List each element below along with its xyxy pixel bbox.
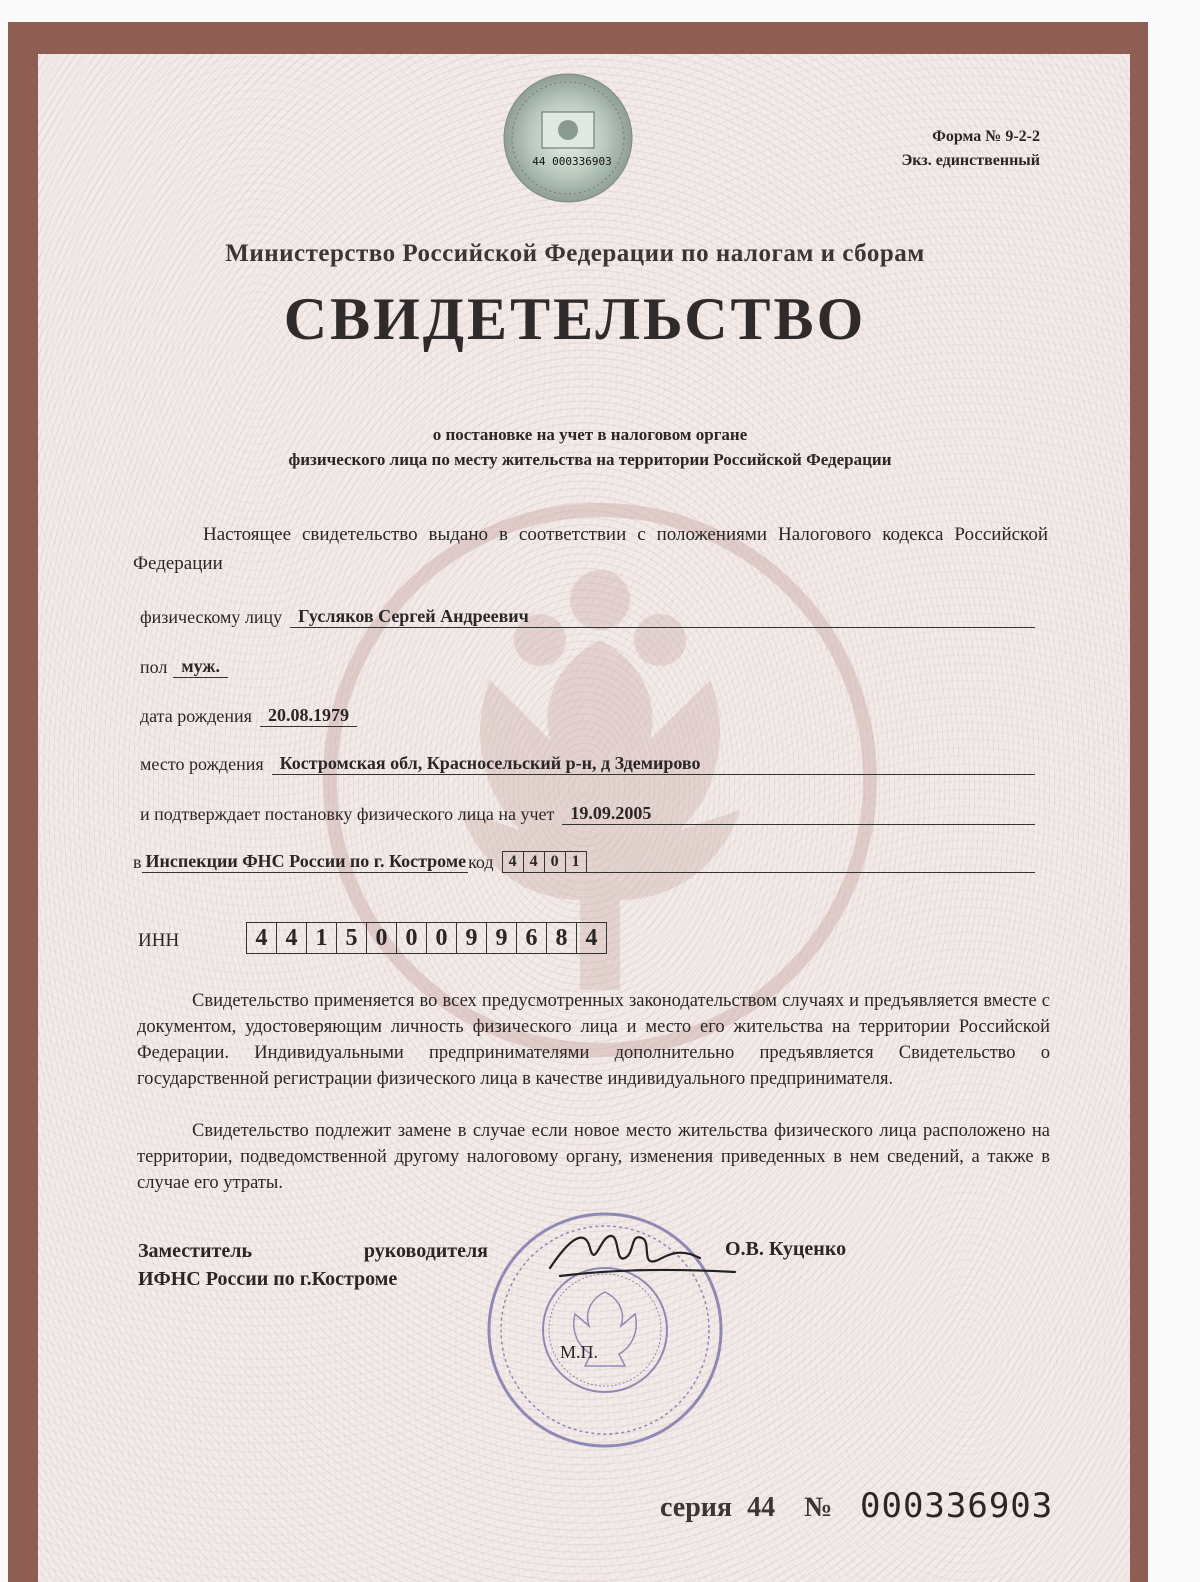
signer-position-line-1	[138, 1240, 488, 1263]
inn-digit: 4	[277, 923, 307, 953]
series-label: серия	[660, 1492, 733, 1523]
field-sex-value: муж.	[173, 656, 228, 678]
inn-boxes	[246, 922, 607, 954]
field-person-value: Гусляков Сергей Андреевич	[290, 606, 537, 628]
ministry-heading: Министерство Российской Федерации по налогам и сборам	[225, 240, 925, 267]
field-person-line	[537, 627, 1035, 628]
series-value: 44	[747, 1492, 776, 1523]
field-inspection-prefix: в	[133, 852, 142, 872]
series-line	[660, 1492, 832, 1524]
copy-note: Экз. единственный	[901, 152, 1040, 169]
document-title: СВИДЕТЕЛЬСТВО	[283, 286, 867, 352]
field-birth-place	[140, 745, 1035, 775]
inn-label: ИНН	[138, 930, 180, 951]
code-digit: 1	[571, 853, 580, 870]
subtitle-line-2: физического лица по месту жительства на территории Российской Федерации	[288, 450, 892, 469]
field-inspection-code-label: код	[468, 852, 494, 872]
inn-digit: 8	[547, 923, 577, 953]
signature-icon	[540, 1218, 740, 1288]
field-sex	[140, 648, 228, 678]
usage-paragraph: Свидетельство применяется во всех предусмотренных законодательством случаях и предъявляется вместе с документом, удостоверяющим личность физического лица и место его жительства на территории Российской Федерации. Индивидуальными предпринимателями дополнительно предъявляется Свидетельство о государственной регистрации физического лица в качестве индивидуального предпринимателя.	[137, 991, 1050, 1089]
inn-digit: 1	[307, 923, 337, 953]
inn-digit: 0	[367, 923, 397, 953]
field-inspection	[133, 843, 1035, 873]
stamp-place-label: М.П.	[560, 1342, 599, 1362]
inn-digit: 9	[457, 923, 487, 953]
field-sex-label: пол	[140, 657, 168, 677]
field-person-label: физическому лицу	[140, 607, 283, 627]
field-inspection-line	[587, 872, 1035, 873]
inn-digit: 4	[585, 925, 598, 951]
inn-digit: 0	[397, 923, 427, 953]
field-registration-label: и подтверждает постановку физического лица на учет	[140, 804, 555, 824]
number-sign: №	[804, 1492, 833, 1523]
field-birth-date-label: дата рождения	[140, 706, 252, 726]
field-inspection-value: Инспекции ФНС России по г. Костроме	[142, 851, 469, 873]
form-number: Форма № 9-2-2	[932, 128, 1040, 145]
inn-digit: 6	[517, 923, 547, 953]
hologram-icon	[502, 72, 634, 204]
inn-digit: 0	[427, 923, 457, 953]
inspection-code-boxes	[502, 851, 587, 873]
code-digit: 4	[503, 852, 524, 872]
code-digit: 4	[524, 852, 545, 872]
serial-number: 000336903	[860, 1486, 1054, 1526]
subtitle-line-1: о постановке на учет в налоговом органе	[432, 425, 748, 444]
field-birth-place-label: место рождения	[140, 754, 264, 774]
replacement-paragraph: Свидетельство подлежит замене в случае если новое место жительства физического лица расположено на территории, подведомственной другому налоговому органу, изменения приведенных в нем сведений, а также в случае его утраты.	[137, 1121, 1050, 1193]
field-birth-place-line	[709, 774, 1035, 775]
inn-digit: 9	[487, 923, 517, 953]
inn-digit: 5	[337, 923, 367, 953]
signer-position-word-2: руководителя	[363, 1240, 488, 1262]
field-birth-date-value: 20.08.1979	[260, 705, 357, 727]
inn-digit: 4	[247, 923, 277, 953]
field-birth-date	[140, 697, 357, 727]
signer-position-word-1: Заместитель	[138, 1240, 253, 1262]
field-birth-place-value: Костромская обл, Красносельский р-н, д Здемирово	[272, 753, 709, 775]
signer-name: О.В. Куценко	[725, 1238, 847, 1260]
signer-position-line-2: ИФНС России по г.Костроме	[138, 1268, 398, 1290]
code-digit: 0	[545, 852, 566, 872]
hologram-number: 44 000336903	[532, 155, 612, 168]
field-registration	[140, 795, 1035, 825]
intro-paragraph: Настоящее свидетельство выдано в соответствии с положениями Налогового кодекса Российской Федерации	[133, 524, 1048, 574]
field-registration-line	[659, 824, 1035, 825]
field-person	[140, 598, 1035, 628]
field-registration-value: 19.09.2005	[562, 803, 659, 825]
